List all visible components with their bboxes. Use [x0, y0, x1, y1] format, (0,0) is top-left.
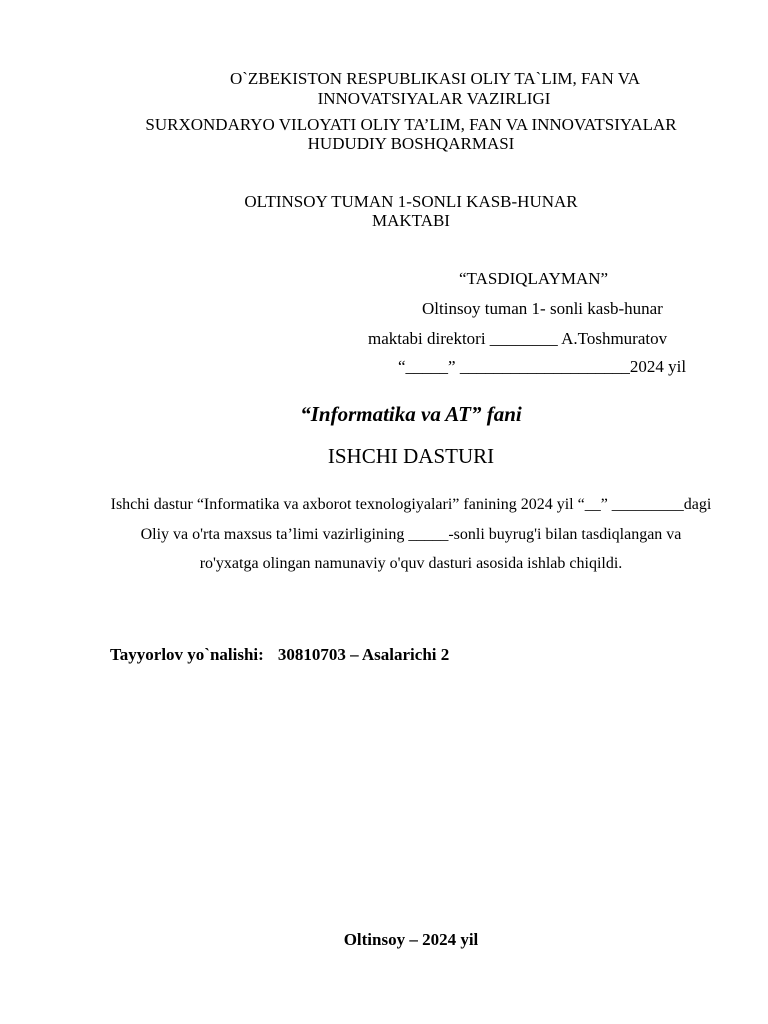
- school-name-line-2: MAKTABI: [372, 211, 450, 230]
- training-direction-value: 30810703 – Asalarichi 2: [277, 645, 450, 664]
- region-administration-line-1: SURXONDARYO VILOYATI OLIY TA’LIM, FAN VA INNOVATSIYALAR: [145, 115, 677, 134]
- approval-date-line: “_____” ____________________2024 yil: [398, 357, 687, 376]
- training-direction-label: Tayyorlov yo`nalishi:: [110, 645, 264, 664]
- ministry-name-line-1: O`ZBEKISTON RESPUBLIKASI OLIY TA`LIM, FAN VA: [229, 69, 641, 88]
- subject-title: “Informatika va AT” fani: [300, 402, 522, 426]
- footer-place-year: Oltinsoy – 2024 yil: [343, 930, 479, 949]
- approval-title: “TASDIQLAYMAN”: [459, 269, 609, 288]
- description-paragraph: Ishchi dastur “Informatika va axborot texnologiyalari” fanining 2024 yil “__” _________dagi Oliy va o'rta maxsus ta’limi vazirligining _____-sonli buyrug'i bilan tasdiqlangan va ro'yxatga olingan namunaviy o'quv dasturi asosida ishlab chiqildi.: [110, 496, 712, 572]
- ministry-name-line-2: INNOVATSIYALAR VAZIRLIGI: [317, 89, 551, 108]
- region-administration-line-2: HUDUDIY BOSHQARMASI: [307, 134, 515, 153]
- approval-line-1: Oltinsoy tuman 1- sonli kasb-hunar: [422, 299, 663, 318]
- school-name-line-1: OLTINSOY TUMAN 1-SONLI KASB-HUNAR: [244, 192, 578, 211]
- approval-director-line: maktabi direktori ________ A.Toshmuratov: [368, 329, 668, 348]
- document-type-title: ISHCHI DASTURI: [327, 444, 495, 468]
- training-direction: [110, 645, 449, 665]
